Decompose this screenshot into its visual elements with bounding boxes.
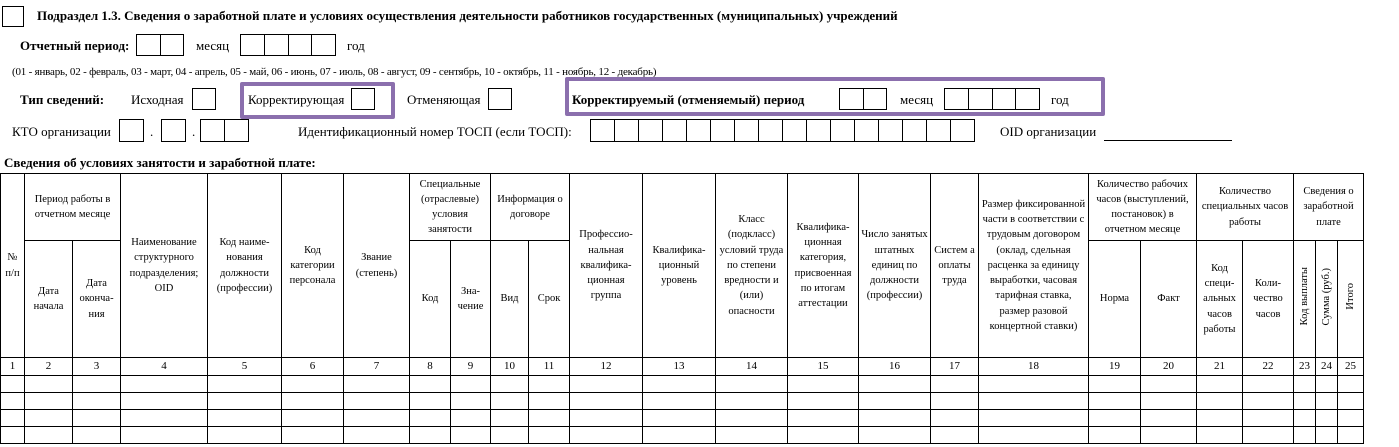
col-number: 11 [529, 358, 570, 376]
col-number: 15 [788, 358, 859, 376]
section-title: Сведения об условиях занятости и заработной плате: [4, 155, 316, 170]
header-prof-group: Профессио-нальная квалифика-ционная группа [570, 174, 643, 358]
type-initial-checkbox[interactable] [192, 88, 216, 110]
sum-text: Сумма (руб.) [1320, 267, 1332, 326]
col-number: 13 [643, 358, 716, 376]
header-special-hours: Количество специальных часов работы [1197, 174, 1294, 241]
header-cond-value: Зна-чение [451, 241, 491, 358]
col-number: 5 [208, 358, 282, 376]
total-text: Итого [1344, 283, 1356, 310]
col-number: 21 [1197, 358, 1243, 376]
col-number: 4 [121, 358, 208, 376]
months-hint: (01 - январь, 02 - февраль, 03 - март, 04 - апрель, 05 - май, 06 - июнь, 07 - июль, 08 - август, 09 - сентябрь, 10 - октябрь, 11 - ноябрь, 12 - декабрь) [12, 66, 657, 78]
col-number: 20 [1141, 358, 1197, 376]
col-number: 8 [410, 358, 451, 376]
kto-dot-2: . [192, 124, 196, 139]
period-year-cells[interactable] [240, 34, 336, 56]
info-type-label: Тип сведений: [20, 92, 105, 107]
period-label: Отчетный период: [20, 38, 130, 53]
header-total [1338, 241, 1364, 358]
tosp-cells[interactable] [590, 119, 975, 142]
header-position: Код наиме-нования должности (профессии) [208, 174, 282, 358]
oid-label: OID организации [1000, 124, 1097, 139]
header-contract-term: Срок [529, 241, 570, 358]
col-number: 24 [1316, 358, 1338, 376]
corrected-year-label: год [1051, 92, 1069, 107]
header-cond-code: Код [410, 241, 451, 358]
table-row[interactable] [1, 376, 1364, 393]
header-sum [1316, 241, 1338, 358]
corrected-month-label: месяц [900, 92, 934, 107]
col-number: 22 [1243, 358, 1294, 376]
col-number: 1 [1, 358, 25, 376]
col-number: 3 [73, 358, 121, 376]
section-checkbox[interactable] [2, 6, 24, 27]
col-number: 10 [491, 358, 529, 376]
header-qual-level: Квалифика-ционный уровень [643, 174, 716, 358]
header-pay-system: Систем а оплаты труда [931, 174, 979, 358]
period-day-cells[interactable] [136, 34, 184, 56]
header-contract: Информация о договоре [491, 174, 570, 241]
col-number: 9 [451, 358, 491, 376]
header-start-date: Дата начала [25, 241, 73, 358]
col-number: 19 [1089, 358, 1141, 376]
kto-cells-3[interactable] [200, 119, 249, 142]
header-work-hours: Количество рабочих часов (выступлений, постановок) в отчетном месяце [1089, 174, 1197, 241]
type-initial-label: Исходная [131, 92, 184, 107]
col-number: 7 [344, 358, 410, 376]
year-label: год [347, 38, 365, 53]
month-label: месяц [196, 38, 230, 53]
header-special-conditions: Специальные (отраслевые) условия занятости [410, 174, 491, 241]
header-salary: Сведения о заработной плате [1294, 174, 1364, 241]
table-row[interactable] [1, 393, 1364, 410]
corrective-highlight [240, 82, 395, 119]
corrected-period-highlight [565, 77, 1105, 116]
kto-label: КТО организации [12, 124, 111, 139]
col-number: 17 [931, 358, 979, 376]
col-number: 14 [716, 358, 788, 376]
col-number: 16 [859, 358, 931, 376]
header-pay-code [1294, 241, 1316, 358]
column-numbers-row [1, 358, 1364, 376]
header-num: № п/п [1, 174, 25, 358]
corrected-period-label: Корректируемый (отменяемый) период [572, 92, 805, 107]
header-special-code: Код специ-альных часов работы [1197, 241, 1243, 358]
header-rank: Звание (степень) [344, 174, 410, 358]
type-cancel-checkbox[interactable] [488, 88, 512, 110]
page-title: Подраздел 1.3. Сведения о заработной плате и условиях осуществления деятельности работников государственных (муниципальных) учреждений [37, 8, 898, 23]
header-qual-category: Квалифика-ционная категория, присвоенная по итогам аттестации [788, 174, 859, 358]
col-number: 25 [1338, 358, 1364, 376]
kto-cell-1[interactable] [119, 119, 144, 142]
oid-field[interactable] [1104, 140, 1232, 141]
kto-dot-1: . [150, 124, 154, 139]
header-work-class: Класс (подкласс) условий труда по степени вредности и (или) опасности [716, 174, 788, 358]
header-staff-units: Число занятых штатных единиц по должности (профессии) [859, 174, 931, 358]
header-period: Период работы в отчетном месяце [25, 174, 121, 241]
col-number: 2 [25, 358, 73, 376]
header-norm: Норма [1089, 241, 1141, 358]
header-fact: Факт [1141, 241, 1197, 358]
table-row[interactable] [1, 410, 1364, 427]
header-end-date: Дата оконча-ния [73, 241, 121, 358]
tosp-label: Идентификационный номер ТОСП (если ТОСП): [298, 124, 572, 139]
header-fixed-part: Размер фиксированной части в соответствии с трудовым договором (оклад, сдельная расценка за единицу выработки, часовая тарифная ставка, размер разовой концертной ставки) [979, 174, 1089, 358]
kto-cell-2[interactable] [161, 119, 186, 142]
col-number: 18 [979, 358, 1089, 376]
pay-code-text: Код выплаты [1298, 267, 1310, 326]
header-category: Код категории персонала [282, 174, 344, 358]
type-corrective-label: Корректирующая [248, 92, 345, 107]
header-special-qty: Коли-чество часов [1243, 241, 1294, 358]
table-row[interactable] [1, 427, 1364, 444]
header-dept: Наименование структурного подразделения; OID [121, 174, 208, 358]
type-cancel-label: Отменяющая [407, 92, 481, 107]
employment-table [0, 173, 1364, 444]
col-number: 12 [570, 358, 643, 376]
header-contract-type: Вид [491, 241, 529, 358]
col-number: 23 [1294, 358, 1316, 376]
col-number: 6 [282, 358, 344, 376]
